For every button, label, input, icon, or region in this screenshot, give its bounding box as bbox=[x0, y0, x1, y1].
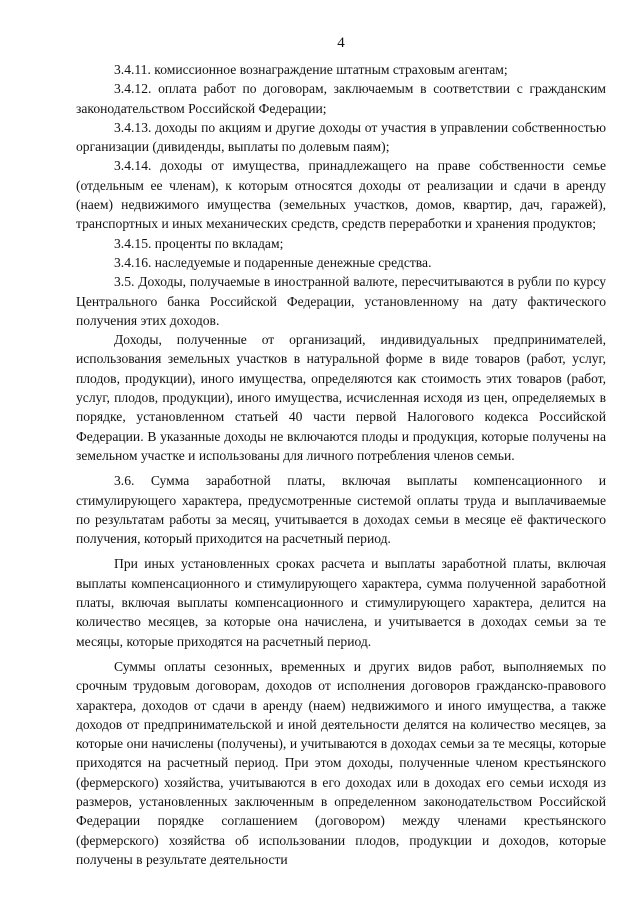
paragraph-other-salary-terms: При иных установленных сроках расчета и выплаты заработной платы, включая выплаты компенсационного и стимулирующего характера, сумма полученной заработной платы, включая выплаты компенсационного и стимулирующего характера, делится на количество месяцев, за которые она начислена, и учитывается в доходах семьи за те месяцы, которые приходятся на расчетный период. bbox=[76, 556, 606, 649]
paragraph-natural-income: Доходы, полученные от организаций, индивидуальных предпринимателей, использования земельных участков в натуральной форме в виде товаров (работ, услуг, плодов, продукции), иного имущества, определяются как стоимость этих товаров (работ, услуг, плодов, продукции), иного имущества, исчисленная исходя из цен, определяемых в порядке, установленном статьей 40 части первой Налогового кодекса Российской Федерации. В указанные доходы не включаются плоды и продукция, которые получены на земельном участке и использованы для личного потребления членов семьи. bbox=[76, 332, 606, 463]
paragraph-3-4-13: 3.4.13. доходы по акциям и другие доходы от участия в управлении собственностью организации (дивиденды, выплаты по долевым паям); bbox=[76, 119, 606, 155]
paragraph-3-4-16: 3.4.16. наследуемые и подаренные денежные средства. bbox=[114, 254, 432, 270]
paragraph-3-5: 3.5. Доходы, получаемые в иностранной валюте, пересчитываются в рубли по курсу Центрального банка Российской Федерации, установленному на дату фактического получения этих доходов. bbox=[76, 274, 606, 328]
document-page bbox=[76, 34, 606, 869]
paragraph-3-6: 3.6. Сумма заработной платы, включая выплаты компенсационного и стимулирующего характера, предусмотренные системой оплаты труда и выплачиваемые по результатам работы за месяц, учитывается в доходах семьи в месяце её фактического получения, который приходится на расчетный период. bbox=[76, 473, 606, 547]
paragraph-3-4-14: 3.4.14. доходы от имущества, принадлежащего на праве собственности семье (отдельным ее членам), к которым относятся доходы от реализации и сдачи в аренду (наем) недвижимого имущества (земельных участков, домов, квартир, дач, гаражей), транспортных и иных механических средств, средств переработки и хранения продуктов; bbox=[76, 158, 606, 232]
page-number: 4 bbox=[337, 35, 345, 51]
paragraph-3-4-11: 3.4.11. комиссионное вознаграждение штатным страховым агентам; bbox=[114, 62, 508, 77]
paragraph-3-4-15: 3.4.15. проценты по вкладам; bbox=[114, 235, 284, 251]
paragraph-3-4-12: 3.4.12. оплата работ по договорам, заключаемым в соответствии с гражданским законодательством Российской Федерации; bbox=[76, 81, 606, 116]
paragraph-seasonal-work: Суммы оплаты сезонных, временных и других видов работ, выполняемых по срочным трудовым договорам, доходов от исполнения договоров гражданско-правового характера, доходов от сдачи в аренду (наем) недвижимого и иного имущества, а также доходов от предпринимательской и иной деятельности делятся на количество месяцев, за которые они начислены (получены), и учитываются в доходах семьи за те месяцы, которые приходятся на расчетный период. При этом доходы, полученные членом крестьянского (фермерского) хозяйства, учитываются в его доходах или в доходах его семьи исходя из размеров, установленных заключенным в определенном законодательством Российской Федерации порядке соглашением (договором) между членами крестьянского (фермерского) хозяйства об использовании плодов, продукции и доходов, которые получены в результате деятельности bbox=[76, 658, 606, 867]
